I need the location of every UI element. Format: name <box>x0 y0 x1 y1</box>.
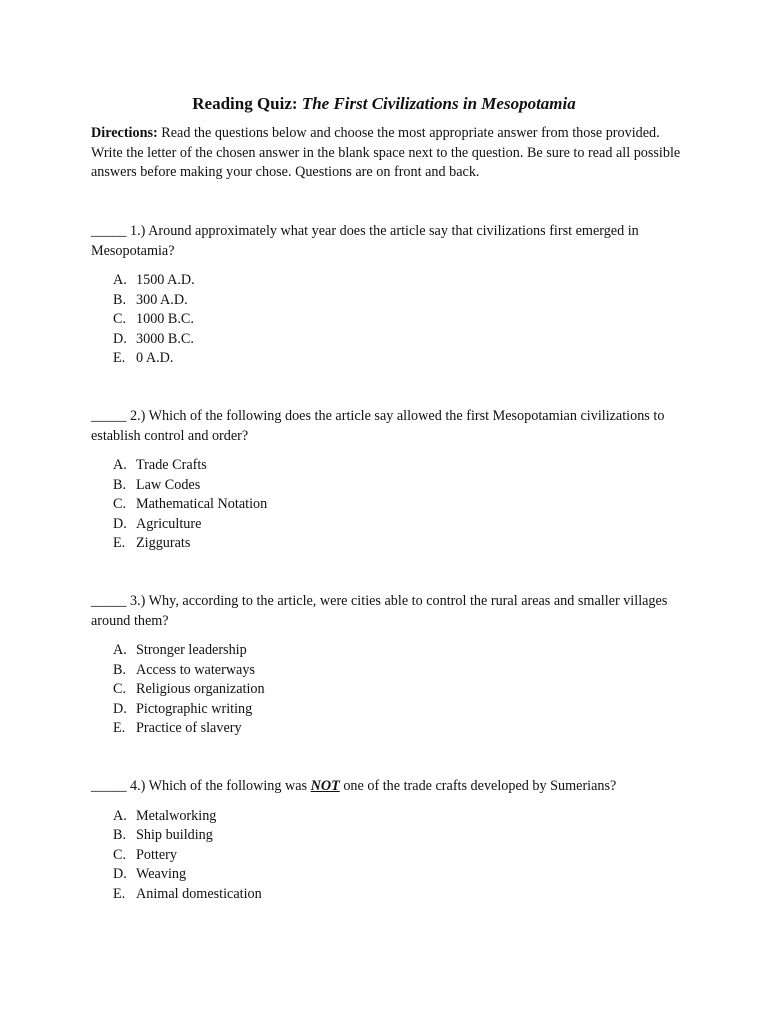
option-letter: C. <box>113 681 127 697</box>
option-a <box>113 807 691 827</box>
option-text: Law Codes <box>136 476 201 493</box>
option-b <box>113 661 691 681</box>
option-letter: A. <box>113 272 127 288</box>
option-letter: A. <box>113 457 127 473</box>
option-a <box>113 641 691 661</box>
option-text: Pottery <box>136 846 177 863</box>
option-text: Mathematical Notation <box>136 496 268 512</box>
option-text: 3000 B.C. <box>136 330 194 347</box>
option-c <box>113 495 691 515</box>
option-d <box>113 330 691 350</box>
option-text: 1500 A.D. <box>136 272 195 288</box>
option-c <box>113 310 691 330</box>
option-e <box>113 885 691 905</box>
option-text: Metalworking <box>136 807 217 824</box>
option-letter: D. <box>113 700 127 717</box>
option-c <box>113 846 691 866</box>
option-b <box>113 826 691 846</box>
directions-label: Directions: <box>91 125 158 141</box>
question-stem: _____ 3.) Why, according to the article, were cities able to control the rural areas and smaller villages around them? <box>91 593 668 629</box>
title-italic: The First Civilizations in Mesopotamia <box>301 94 576 113</box>
stem-after: one of the trade crafts developed by Sumerians? <box>339 778 617 794</box>
option-text: 1000 B.C. <box>136 311 194 327</box>
option-letter: C. <box>113 496 127 512</box>
option-text: Ship building <box>136 827 213 843</box>
question-3 <box>91 592 691 739</box>
directions-text: Read the questions below and choose the most appropriate answer from those provided. Write the letter of the chosen answer in the blank space next to the question. Be sure to read all possible answers before making your chose. Questions are on front and back. <box>91 125 681 180</box>
option-text: Stronger leadership <box>136 642 247 658</box>
option-letter: E. <box>113 350 126 366</box>
question-stem <box>91 777 691 797</box>
option-letter: B. <box>113 291 127 308</box>
option-b <box>113 476 691 496</box>
option-text: Practice of slavery <box>136 720 242 736</box>
title-prefix: Reading Quiz: <box>192 94 302 113</box>
option-letter: D. <box>113 515 127 532</box>
option-text: Weaving <box>136 866 187 882</box>
option-text: Ziggurats <box>136 535 191 551</box>
option-letter: A. <box>113 642 127 658</box>
option-letter: E. <box>113 885 126 902</box>
option-text: 300 A.D. <box>136 291 188 308</box>
option-letter: E. <box>113 535 126 551</box>
option-letter: A. <box>113 807 127 824</box>
directions-paragraph <box>91 124 691 183</box>
option-d <box>113 515 691 535</box>
option-text: Religious organization <box>136 681 265 697</box>
option-letter: C. <box>113 311 127 327</box>
question-4 <box>91 777 691 904</box>
option-letter: C. <box>113 846 127 863</box>
answer-options <box>91 807 691 905</box>
option-letter: B. <box>113 476 127 493</box>
question-stem: _____ 2.) Which of the following does the article say allowed the first Mesopotamian civilizations to establish control and order? <box>91 408 665 444</box>
option-d <box>113 865 691 885</box>
stem-emphasis: NOT <box>310 778 340 794</box>
option-text: Animal domestication <box>136 885 262 902</box>
page-title <box>0 92 768 116</box>
question-2 <box>91 407 691 554</box>
answer-options <box>91 456 691 554</box>
option-a <box>113 456 691 476</box>
question-stem: _____ 1.) Around approximately what year does the article say that civilizations first emerged in Mesopotamia? <box>91 223 639 259</box>
question-1 <box>91 222 691 369</box>
answer-options <box>91 271 691 369</box>
option-e <box>113 534 691 554</box>
option-b <box>113 291 691 311</box>
option-text: Trade Crafts <box>136 457 207 473</box>
option-c <box>113 680 691 700</box>
option-letter: D. <box>113 330 127 347</box>
option-text: Access to waterways <box>136 661 255 678</box>
option-d <box>113 700 691 720</box>
option-letter: D. <box>113 866 127 882</box>
option-letter: B. <box>113 827 127 843</box>
option-letter: E. <box>113 720 126 736</box>
option-e <box>113 349 691 369</box>
answer-options <box>91 641 691 739</box>
option-e <box>113 719 691 739</box>
option-letter: B. <box>113 661 127 678</box>
stem-before: _____ 4.) Which of the following was <box>91 778 311 794</box>
option-text: 0 A.D. <box>136 350 174 366</box>
option-a <box>113 271 691 291</box>
option-text: Agriculture <box>136 515 202 532</box>
option-text: Pictographic writing <box>136 700 253 717</box>
